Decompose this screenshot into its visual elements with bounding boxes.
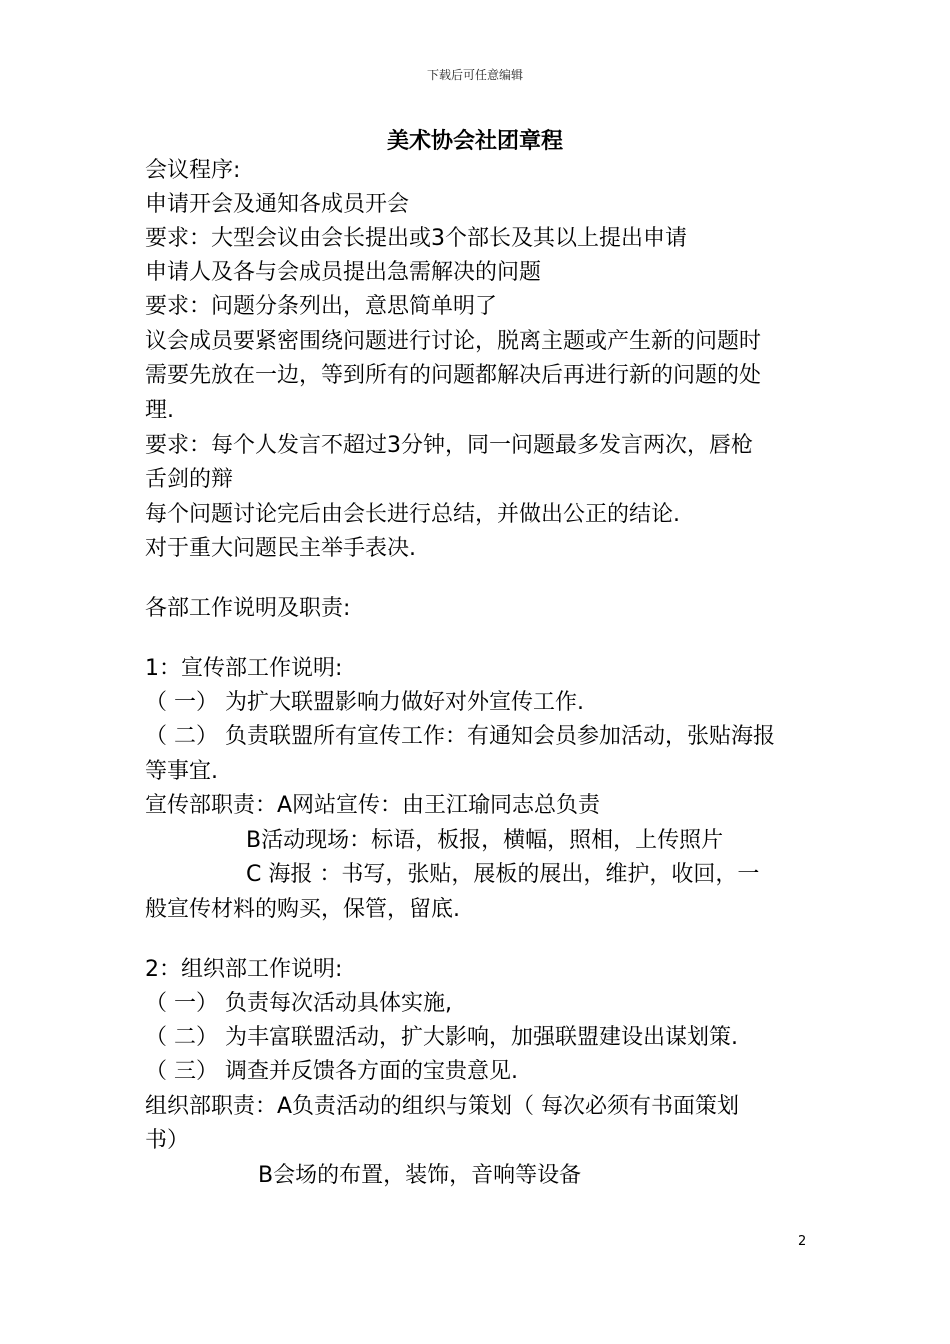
- text-line: （ 二） 负责联盟所有宣传工作：有通知会员参加活动，张贴海报: [145, 724, 775, 749]
- text-line: （ 三） 调查并反馈各方面的宝贵意见.: [145, 1059, 518, 1084]
- text-line: 理.: [145, 398, 174, 423]
- text-line: 宣传部职责：A网站宣传：由王江瑜同志总负责: [145, 793, 601, 818]
- text-line: 要求：每个人发言不超过3分钟，同一问题最多发言两次，唇枪: [145, 433, 753, 458]
- text-line: 对于重大问题民主举手表决.: [145, 536, 416, 561]
- text-line: 要求：问题分条列出，意思简单明了: [145, 294, 498, 319]
- text-line: 般宣传材料的购买，保管，留底.: [145, 897, 460, 922]
- text-line: 每个问题讨论完后由会长进行总结，并做出公正的结论.: [145, 502, 680, 527]
- text-line: 书）: [145, 1128, 190, 1153]
- text-line: 组织部职责：A负责活动的组织与策划（ 每次必须有书面策划: [145, 1094, 740, 1119]
- text-line: 申请开会及通知各成员开会: [145, 192, 410, 217]
- text-line: （ 一） 为扩大联盟影响力做好对外宣传工作.: [145, 690, 584, 715]
- text-line: C 海报 ：书写，张贴，展板的展出，维护，收回，一: [246, 862, 760, 887]
- section-heading: 1：宣传部工作说明:: [145, 656, 343, 681]
- text-line: 议会成员要紧密围绕问题进行讨论，脱离主题或产生新的问题时: [145, 329, 762, 354]
- header-note: 下载后可任意编辑: [426, 68, 523, 82]
- text-line: B会场的布置，装饰，音响等设备: [258, 1163, 582, 1188]
- text-line: 申请人及各与会成员提出急需解决的问题: [145, 260, 542, 285]
- section-heading: 2：组织部工作说明:: [145, 957, 343, 982]
- text-line: 等事宜.: [145, 759, 218, 784]
- text-line: （ 一） 负责每次活动具体实施,: [145, 991, 452, 1016]
- text-line: 会议程序:: [145, 158, 241, 183]
- section-heading: 各部工作说明及职责:: [145, 596, 351, 621]
- document-title: 美术协会社团章程: [386, 129, 563, 154]
- text-line: 舌剑的辩: [145, 467, 234, 492]
- text-line: 需要先放在一边，等到所有的问题都解决后再进行新的问题的处: [145, 363, 762, 388]
- text-line: （ 二） 为丰富联盟活动，扩大影响，加强联盟建设出谋划策.: [145, 1025, 738, 1050]
- page-number: 2: [798, 1234, 807, 1249]
- text-line: B活动现场：标语，板报，横幅，照相，上传照片: [246, 828, 724, 853]
- text-line: 要求：大型会议由会长提出或3个部长及其以上提出申请: [145, 226, 687, 251]
